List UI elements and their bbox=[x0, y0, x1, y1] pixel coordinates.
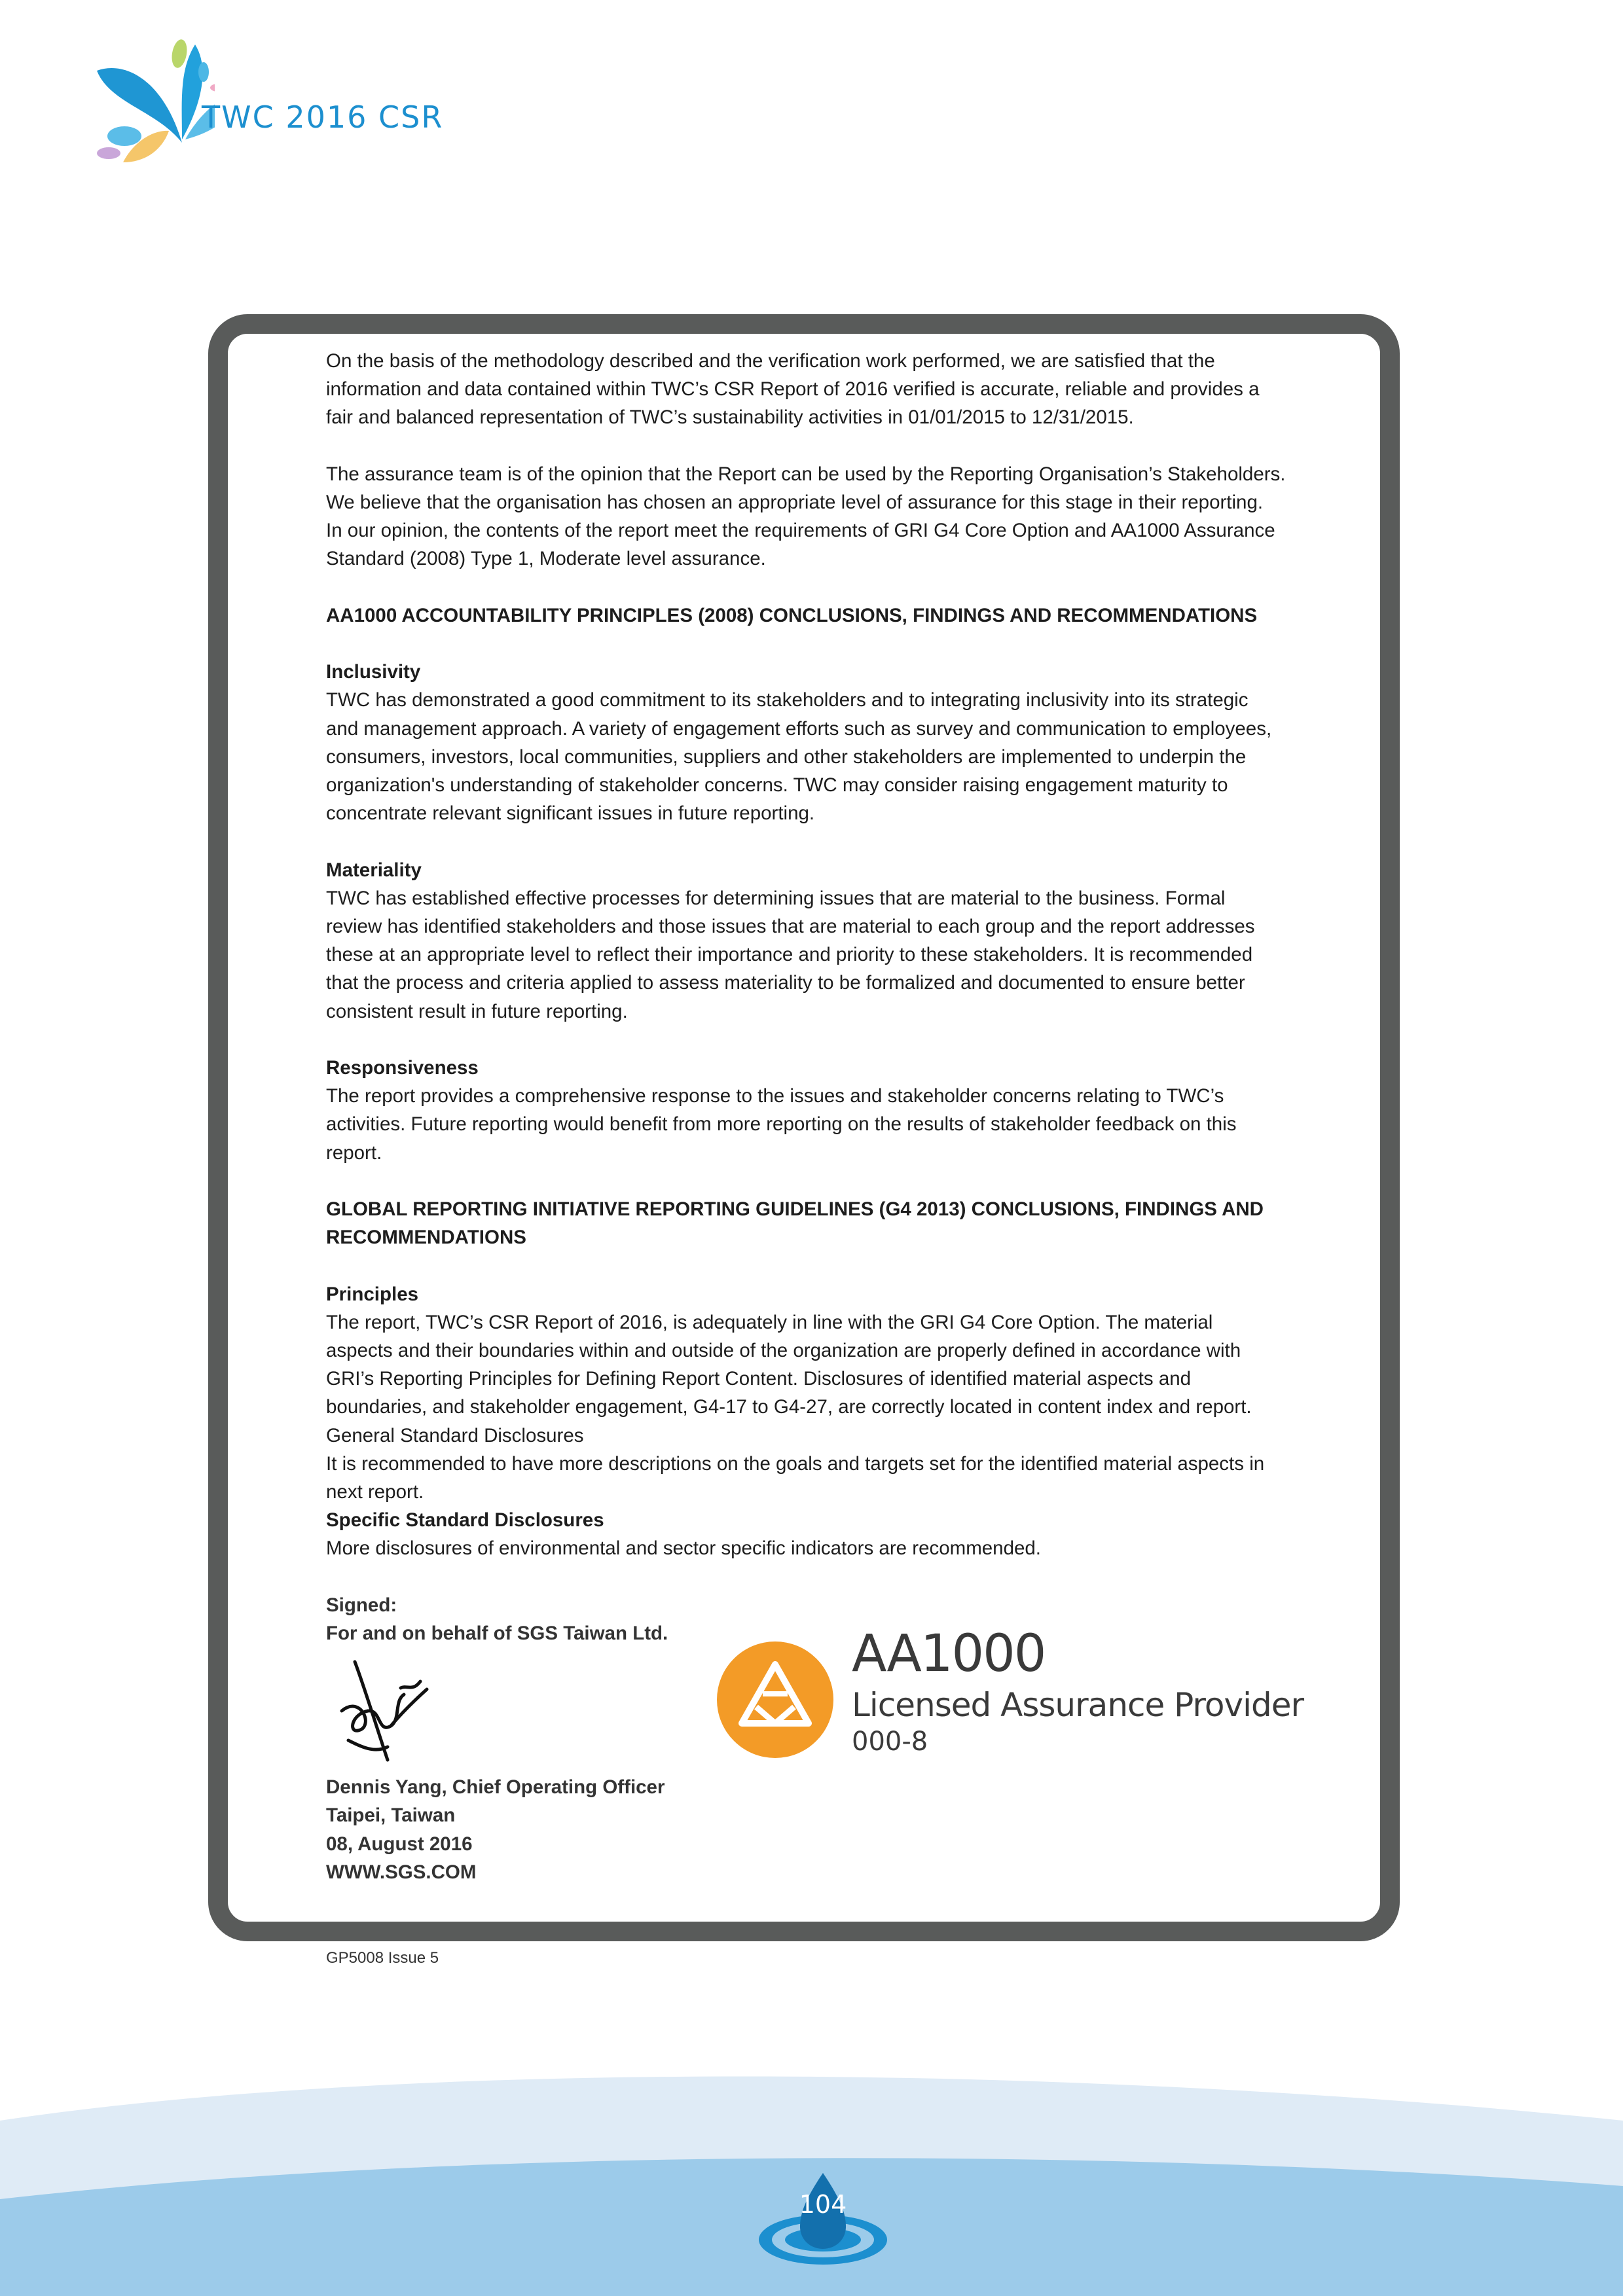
text-line: More disclosures of environmental and sector specific indicators are recommended. bbox=[326, 1537, 1042, 1560]
website-text: WWW.SGS.COM bbox=[326, 1861, 477, 1883]
specific-disclosures-heading: Specific Standard Disclosures bbox=[326, 1509, 604, 1532]
handwritten-signature bbox=[329, 1649, 447, 1773]
intro-paragraph bbox=[326, 347, 1321, 432]
signatory-name: Dennis Yang, Chief Operating Officer bbox=[326, 1776, 665, 1799]
text-line: concentrate relevant significant issues in future reporting. bbox=[326, 802, 815, 825]
text-line: these at an appropriate level to reflect their importance and priority to these stakeholders. It is recommended bbox=[326, 944, 1253, 966]
responsiveness-heading: Responsiveness bbox=[326, 1057, 479, 1079]
signature-date: 08, August 2016 bbox=[326, 1833, 473, 1855]
text-line: and management approach. A variety of engagement efforts such as survey and communication to employees, bbox=[326, 717, 1272, 740]
splash-logo-icon bbox=[84, 31, 215, 169]
gri-section-heading-cont: RECOMMENDATIONS bbox=[326, 1227, 526, 1249]
twc-csr-logo bbox=[84, 31, 444, 169]
signatory-location: Taipei, Taiwan bbox=[326, 1804, 456, 1827]
text-line: next report. bbox=[326, 1481, 424, 1503]
aa1000-title: AA1000 bbox=[852, 1624, 1046, 1683]
text-line: On the basis of the methodology described and the verification work performed, we are satisfied that the bbox=[326, 350, 1215, 372]
aa1000-emblem-icon bbox=[717, 1641, 833, 1758]
gri-section-heading: GLOBAL REPORTING INITIATIVE REPORTING GUIDELINES (G4 2013) CONCLUSIONS, FINDINGS AND bbox=[326, 1198, 1264, 1220]
page-number: 104 bbox=[799, 2190, 847, 2219]
text-line: fair and balanced representation of TWC’s sustainability activities in 01/01/2015 to 12/31/2015. bbox=[326, 406, 1134, 429]
signed-label: Signed: bbox=[326, 1594, 397, 1616]
general-disclosures-heading: General Standard Disclosures bbox=[326, 1424, 584, 1446]
materiality-heading: Materiality bbox=[326, 859, 422, 881]
aa1000-badge bbox=[717, 1624, 1306, 1761]
text-line: In our opinion, the contents of the report meet the requirements of GRI G4 Core Option and AA1000 Assurance bbox=[326, 520, 1275, 542]
text-line: consumers, investors, local communities, suppliers and other stakeholders are implemented to underpin the bbox=[326, 745, 1247, 768]
text-line: The report provides a comprehensive response to the issues and stakeholder concerns relating to TWC’s bbox=[326, 1085, 1224, 1107]
text-line: GRI’s Reporting Principles for Defining Report Content. Disclosures of identified material aspects and bbox=[326, 1368, 1192, 1390]
aa1000-section-heading: AA1000 ACCOUNTABILITY PRINCIPLES (2008) CONCLUSIONS, FINDINGS AND RECOMMENDATIONS bbox=[326, 604, 1258, 626]
text-line: The report, TWC’s CSR Report of 2016, is adequately in line with the GRI G4 Core Option. The material bbox=[326, 1311, 1213, 1333]
text-line: consistent result in future reporting. bbox=[326, 1000, 628, 1022]
text-line: It is recommended to have more descriptions on the goals and targets set for the identified material aspects in bbox=[326, 1452, 1265, 1475]
logo-text: TWC 2016 CSR bbox=[202, 99, 444, 135]
text-line: Standard (2008) Type 1, Moderate level assurance. bbox=[326, 548, 766, 570]
text-line: activities. Future reporting would benefit from more reporting on the results of stakeholder feedback on this bbox=[326, 1113, 1237, 1136]
aa1000-subtitle: Licensed Assurance Provider bbox=[852, 1686, 1304, 1724]
text-line: TWC has established effective processes for determining issues that are material to the business. Formal bbox=[326, 887, 1226, 909]
on-behalf-line: For and on behalf of SGS Taiwan Ltd. bbox=[326, 1623, 668, 1645]
text-line: aspects and their boundaries within and outside of the organization are properly defined in accordance with bbox=[326, 1340, 1241, 1361]
form-code: GP5008 Issue 5 bbox=[326, 1949, 439, 1967]
opinion-paragraph bbox=[326, 460, 1321, 573]
text-line: boundaries, and stakeholder engagement, G4-17 to G4-27, are correctly located in content index and report. bbox=[326, 1396, 1252, 1418]
text-line: report. bbox=[326, 1141, 382, 1164]
aa1000-licence-number: 000-8 bbox=[852, 1727, 928, 1757]
footer-wave bbox=[0, 2068, 1623, 2296]
text-line: organization's understanding of stakeholder concerns. TWC may consider raising engagement maturity to bbox=[326, 774, 1228, 796]
text-line: TWC has demonstrated a good commitment to its stakeholders and to integrating inclusivity into its strategic bbox=[326, 689, 1249, 711]
text-line: that the process and criteria applied to assess materiality to be formalized and documented to ensure better bbox=[326, 972, 1245, 994]
text-line: review has identified stakeholders and those issues that are material to each group and the report addresses bbox=[326, 916, 1255, 937]
text-line: The assurance team is of the opinion that the Report can be used by the Reporting Organisation’s Stakeholders. bbox=[326, 463, 1286, 485]
inclusivity-heading: Inclusivity bbox=[326, 661, 421, 683]
text-line: information and data contained within TWC’s CSR Report of 2016 verified is accurate, reliable and provides a bbox=[326, 378, 1260, 401]
text-line: We believe that the organisation has chosen an appropriate level of assurance for this stage in their reporting. bbox=[326, 492, 1264, 513]
principles-heading: Principles bbox=[326, 1283, 419, 1305]
